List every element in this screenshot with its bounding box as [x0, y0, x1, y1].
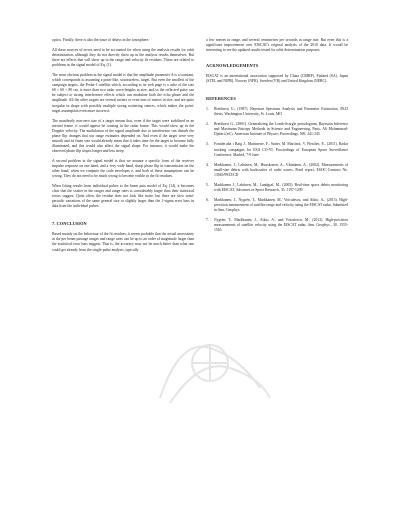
- acknowledgements-paragraph: EISCAT is an international association supported by China (CRIRP), Finland (SA), Japan (STEL and NIPR), Norway (NFR), Sweden (VR) and United Kingdom (NERC).: [206, 74, 348, 84]
- body-paragraph: A second problem in the signal model is that we assume a specific form of the receiver impulse response on one hand, and a very wide band, sharp phase flip in transmission on the other hand, when we compute the code envelopes e, and both of these assumptions can be wrong. They do not need to be much wrong to become visible in the fit residues.: [52, 158, 194, 179]
- reference-item: [206, 198, 348, 213]
- reference-item: [206, 122, 348, 137]
- left-column: [52, 38, 194, 258]
- reference-text: Nygrén, T., Markkanen, J., Aikio, A., and Voiculescu, M., (2012). High-precision measurements of satellite velocity using the EISCAT radar, Ann. Geophys., 30, 1555-1565: [214, 217, 348, 233]
- reference-text: Bretthorst G., (1987). Bayesian Spectrum Analysis and Parameter Estimation, Ph.D thesis, Washington University, St. Louis, MO: [214, 107, 348, 117]
- reference-text: Bretthorst G., (2001). Generalizing the Lomb-Scargle periodogram, Bayesian Inference and Maximum Entropy Methods in Science and Engineering, Paris, Ali Mohammad-Djafari (ed.). American Institute of Physics Proceedings, 569, 241-245: [214, 122, 348, 137]
- reference-number: 3.: [206, 142, 209, 147]
- reference-text: Fontdecaba i Baig J., Martinerie, F., Sutter, M. Martinot, V. Fletcher, E., (2011). Radar tracking campaigns for ESA CO-VI, Proceedings of European Space Surveillance Conference, Madrid, 7-9 June: [214, 142, 348, 157]
- body-paragraph: When fitting results from individual pulses to the beam pass model of Eq. (14), it becomes clear that the scatter in the ranges and range rates is considerably larger than their statistical errors suggest. Quite often, the residue does not look like noise, but there are slow semi-periodic variations of the same general size or slightly larger than the 1-sigma error bars in data from the individual pulses.: [52, 184, 194, 209]
- body-paragraph: The manifestly non-zero size of a target means that, even if the target were stabilised in an inertial frame, it would appear be rotating in the radar frame. This would show up in the Doppler velocity. The modulation of the signal amplitude due to interference can disturb the phase flip changes that our range estimates depended on. And even if the target were very smooth and its finite size would already mean that it takes time for the target to become fully illuminated, and this would also affect the signal shape. For instance, it would make the observed phase flip slopes longer and less steep.: [52, 118, 194, 153]
- reference-number: 5.: [206, 182, 209, 187]
- reference-number: 4.: [206, 162, 209, 167]
- reference-item: [206, 142, 348, 157]
- reference-number: 1.: [206, 107, 209, 112]
- reference-item: [206, 218, 348, 233]
- reference-number: 6.: [206, 197, 209, 202]
- reference-item: [206, 183, 348, 193]
- reference-text: Markkanen, J., Lehtinen, M., Huuskonen, A., Väänänen, A., (2002). Measurements of small-size debris with backscatter of radio waves. Final report, ESOC Contract No. 13945/99/D/CD: [214, 162, 348, 177]
- body-paragraph: All these sources of errors need to be accounted for when using the analysis results for orbit determination, although they do not directly show up in the analysis results themselves. But there are effects that will show up in the range and velocity fit residues. These are related to problems in the signal model of Eq. (1).: [52, 48, 194, 68]
- body-paragraph: optics. Finally, there is also the issue of delays in the ionosphere.: [52, 38, 150, 42]
- acknowledgements-heading: ACKNOWLEDGEMENTS: [206, 63, 259, 69]
- references-heading: REFERENCES: [206, 96, 236, 102]
- reference-text: Markkanen, J., Nygrén, T., Markkanen, M., Voiculescu, and Aikio, A., (2013). High-precision measurement of satellite range and velocity using the EISCAT radar, Submitted in Ann. Geophys.: [214, 197, 348, 212]
- body-paragraph: The most obvious problem in the signal model is that the amplitude parameter A is a constant, which corresponds to assuming a point-like, structureless, target. But even the smallest of the campaign targets, the Proba-1 satellite which, according to its web page is a cube of the size 60 × 60 × 80 cm, is more than two radar wave-lengths in size, and so the reflected pulse can be subject to strong interference effects which can modulate both the echo phase and the amplitude. All the other targets are several meters or even tens of meters in size, and are quite irregular in shape with possibly multiple strong scattering centres, which makes the point-target assumption even more incorrect.: [52, 73, 194, 113]
- conclusion-paragraph: Based mainly on the behaviour of the fit residues, it seems probable that the actual uncertainty in the per beam passage ranges and range rates can be up to an order of magnitude larger than the statistical error bars suggest. That is, the accuracy may not be much better than what one could get already from the single-pulse analysis, typically: [52, 232, 194, 252]
- references-list: [206, 107, 348, 233]
- reference-item: [206, 163, 348, 178]
- right-column: [206, 38, 348, 238]
- reference-item: [206, 107, 348, 117]
- conclusion-heading: 7. CONCLUSION: [52, 221, 87, 227]
- reference-text: Markkanen J., Lehtinen, M., Landgraf, M., (2005). Real-time space debris monitoring with EISCAT, Advances in Space Research, 35, 1197-1209: [214, 182, 348, 192]
- body-paragraph: a few metres in range, and several centimetres per seconds in range rate. But even this is a significant improvement over EISCAT's original analysis of the 2010 data. It would be interesting to see the updated results tested for orbit determination purposes.: [206, 38, 348, 53]
- watermark-logo: [140, 318, 280, 418]
- reference-number: 7.: [206, 217, 209, 222]
- reference-number: 2.: [206, 122, 209, 127]
